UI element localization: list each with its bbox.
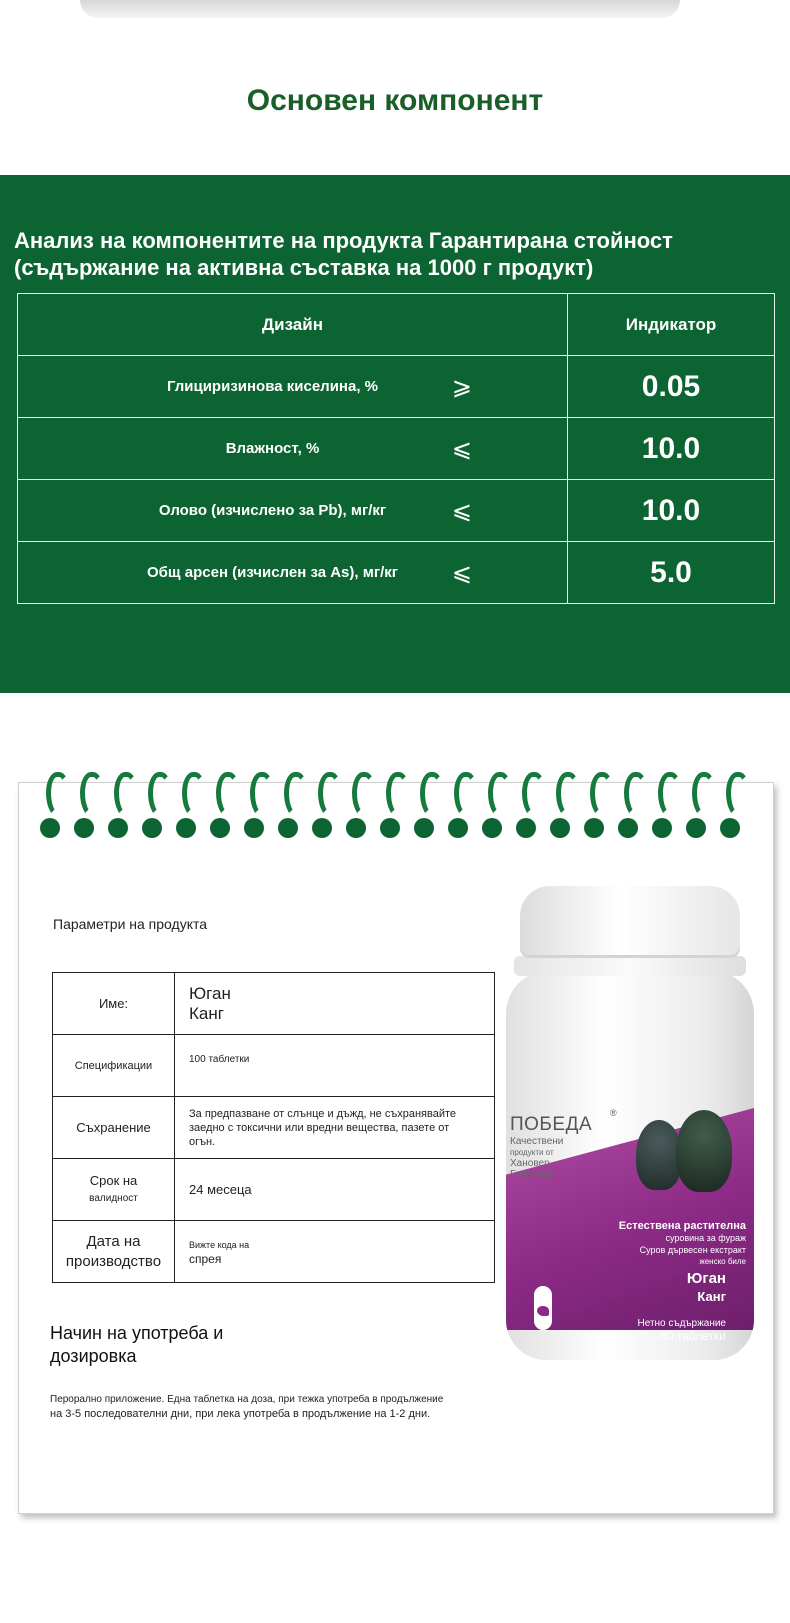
component-cell [18,542,568,604]
param-value-line: заедно с токсични или вредни вещества, пазете от [189,1121,450,1134]
param-value [175,1097,495,1159]
bottle-text-line: Канг [697,1289,726,1304]
column-header-indicator: Индикатор [568,294,775,356]
spiral-ring-icon [380,770,410,838]
param-value [175,1221,495,1283]
spiral-ring-icon [652,770,682,838]
spiral-ring-icon [142,770,172,838]
bottle-text-line: продукти от [510,1148,554,1157]
spiral-ring-icon [312,770,342,838]
indicator-value: 0.05 [568,356,775,418]
spiral-binding [40,770,760,840]
column-header-design: Дизайн [18,294,568,356]
bottle-text-line: Германия [510,1169,555,1180]
param-value: 100 таблетки [175,1035,495,1097]
product-params-table [52,972,495,1283]
indicator-value: 10.0 [568,480,775,542]
analysis-heading-line1: Анализ на компонентите на продукта Гарантирана стойност [14,228,673,253]
usage-text [50,1392,520,1422]
bottle-brand: ПОБЕДА [510,1114,593,1135]
table-row [53,1159,495,1221]
main-title: Основен компонент [246,84,544,117]
param-value-line: Юган [189,983,231,1003]
component-cell [18,356,568,418]
product-image-top-edge [80,0,680,18]
param-label-line: Дата на [86,1232,141,1250]
spiral-ring-icon [176,770,206,838]
registered-mark: ® [610,1108,617,1118]
param-value-line: спрея [189,1251,222,1266]
bottle-text-line: 60 таблетки [660,1329,726,1343]
table-row [18,542,775,604]
param-label-line: производство [65,1252,162,1270]
table-row [18,480,775,542]
params-title: Параметри на продукта [53,916,208,932]
bottle-natural-text [566,1220,746,1268]
param-label: Съхранение [53,1097,175,1159]
param-label-line: валидност [89,1192,138,1204]
comparison-symbol: ⩽ [451,559,472,586]
param-label [53,1159,175,1221]
bottle-text-line: Нетно съдържание [637,1318,726,1329]
spiral-ring-icon [414,770,444,838]
analysis-heading [14,227,774,281]
table-row [53,1035,495,1097]
spiral-ring-icon [74,770,104,838]
param-label [53,1221,175,1283]
spiral-ring-icon [720,770,750,838]
usage-text-line: Перорално приложение. Една таблетка на доза, при тежка употреба в продължение [50,1394,444,1405]
pigeon-icon [676,1110,732,1192]
product-bottle-image [506,886,754,1360]
table-row [53,973,495,1035]
param-value [175,973,495,1035]
param-value-line: Канг [189,1003,224,1023]
bottle-net-content [586,1318,726,1342]
spiral-ring-icon [686,770,716,838]
indicator-value: 10.0 [568,418,775,480]
comparison-symbol: ⩽ [451,435,472,462]
usage-title-line: дозировка [50,1346,137,1366]
bottle-product-name [606,1270,726,1306]
component-name: Олово (изчислено за Pb), мг/кг [158,502,387,519]
param-label: Име: [53,973,175,1035]
component-cell [18,418,568,480]
param-value: 24 месеца [175,1159,495,1221]
spiral-ring-icon [244,770,274,838]
usage-title [50,1322,223,1368]
spiral-ring-icon [550,770,580,838]
bottle-text-line: Естествена растителна [618,1220,746,1232]
bottle-text-line: Суров дървесен екстракт [639,1245,746,1255]
param-value-line: огън. [189,1135,216,1148]
param-label: Спецификации [53,1035,175,1097]
table-row [18,418,775,480]
composition-table [17,293,775,604]
bottle-quality-text [510,1136,610,1180]
usage-title-line: Начин на употреба и [50,1323,224,1343]
bird-logo-icon [537,1306,549,1316]
comparison-symbol: ⩾ [451,373,472,400]
bottle-neck [514,956,746,976]
spiral-ring-icon [346,770,376,838]
component-name: Общ арсен (изчислен за As), мг/кг [147,564,398,581]
bottle-text-line: женско биле [699,1257,746,1266]
component-name: Влажност, % [225,440,320,457]
param-label-line: Срок на [89,1172,138,1188]
spiral-ring-icon [516,770,546,838]
spiral-ring-icon [482,770,512,838]
table-row [18,356,775,418]
spiral-ring-icon [618,770,648,838]
spiral-ring-icon [448,770,478,838]
bottle-text-line: Хановер, [510,1158,553,1169]
composition-analysis-panel [0,175,790,693]
spiral-ring-icon [210,770,240,838]
comparison-symbol: ⩽ [451,497,472,524]
bottle-cap [520,886,740,958]
component-cell [18,480,568,542]
spiral-ring-icon [278,770,308,838]
spiral-ring-icon [108,770,138,838]
param-value-line: За предпазване от слънце и дъжд, не съхранявайте [189,1107,457,1120]
table-row [53,1097,495,1159]
param-value-line: Вижте кода на [189,1239,250,1250]
indicator-value: 5.0 [568,542,775,604]
table-row [53,1221,495,1283]
usage-text-line: на 3-5 последователни дни, при лека употреба в продължение на 1-2 дни. [50,1408,431,1420]
component-name: Глициризинова киселина, % [166,378,378,395]
bottle-text-line: Юган [686,1270,726,1287]
table-header-row [18,294,775,356]
spiral-ring-icon [40,770,70,838]
spiral-ring-icon [584,770,614,838]
bottle-text-line: суровина за фураж [665,1233,746,1243]
bottle-body [506,970,754,1360]
analysis-heading-line2: (съдържание на активна съставка на 1000 г продукт) [14,255,594,280]
bottle-text-line: Качествени [510,1136,564,1147]
